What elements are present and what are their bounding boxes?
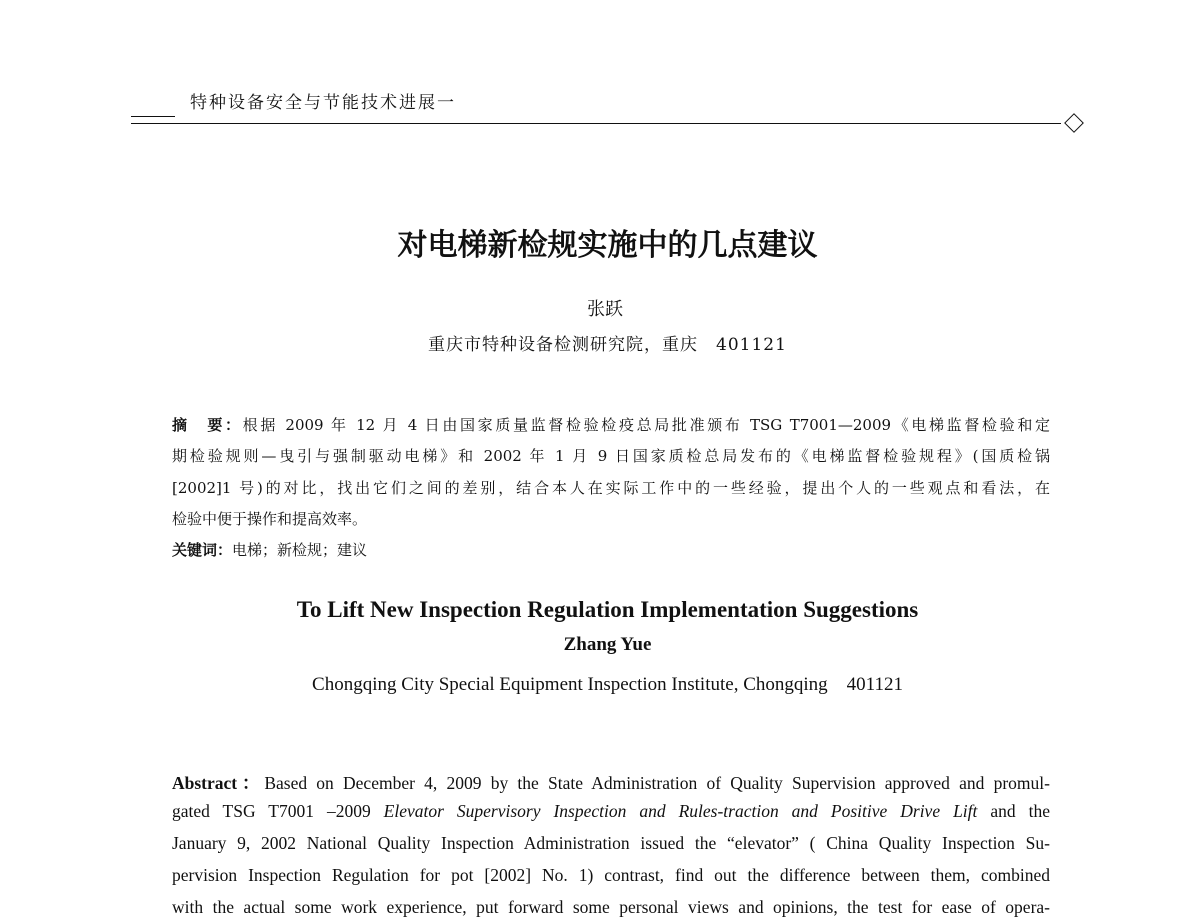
abstract-en-line: pervision Inspection Regulation for pot [2002] No. 1) contrast, find out the difference between them, combined: [172, 865, 1050, 885]
keywords-cn-label: 关键词：: [172, 541, 233, 559]
header-rule: [131, 123, 1061, 124]
diamond-ornament: [1064, 113, 1084, 133]
abstract-en-line: Abstract：Based on December 4, 2009 by the State Administration of Quality Supervision approved and promul-: [172, 773, 1050, 793]
header-short-rule: [131, 116, 175, 117]
english-author: Zhang Yue: [563, 634, 652, 655]
english-affiliation: Chongqing City Special Equipment Inspection Institute, Chongqing 401121: [312, 674, 903, 695]
keywords-cn: 关键词：电梯；新检规；建议: [172, 541, 368, 559]
abstract-en-line: with the actual some work experience, put forward some personal views and opinions, the test for ease of opera-: [172, 897, 1050, 917]
abstract-en-line: January 9, 2002 National Quality Inspection Administration issued the “elevator” ( China Quality Inspection Su-: [172, 833, 1050, 853]
author: 张跃: [587, 299, 623, 320]
abstract-cn-label: 摘 要：: [172, 416, 243, 434]
abstract-cn-line: [2002]1 号)的对比，找出它们之间的差别，结合本人在实际工作中的一些经验，提出个人的一些观点和看法，在: [172, 479, 1050, 497]
abstract-cn-line: 期检验规则—曳引与强制驱动电梯》和 2002 年 1 月 9 日国家质检总局发布的《电梯监督检验规程》(国质检锅: [172, 447, 1050, 465]
abstract-cn-line: 检验中便于操作和提高效率。: [172, 510, 368, 528]
affiliation: 重庆市特种设备检测研究院，重庆 401121: [428, 335, 787, 355]
running-header: 特种设备安全与节能技术进展一: [190, 93, 456, 113]
paper-title: 对电梯新检规实施中的几点建议: [397, 228, 818, 263]
abstract-en-label: Abstract：: [172, 773, 265, 793]
abstract-cn-line: 摘 要：根据 2009 年 12 月 4 日由国家质量监督检验检疫总局批准颁布 TSG T7001—2009《电梯监督检验和定: [172, 416, 1050, 434]
english-title: To Lift New Inspection Regulation Implementation Suggestions: [296, 597, 919, 622]
abstract-en-line: gated TSG T7001 –2009 Elevator Supervisory Inspection and Rules-traction and Positive Drive Lift and the: [172, 801, 1050, 821]
